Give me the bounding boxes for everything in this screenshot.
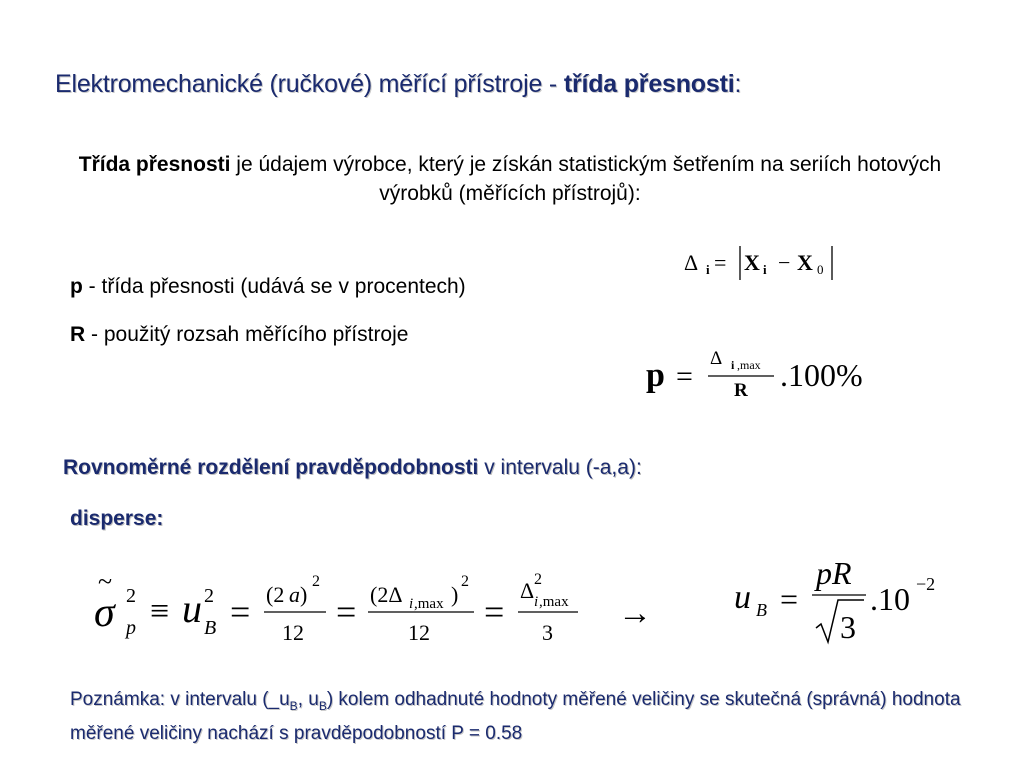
f3-n1: (2 bbox=[266, 582, 285, 607]
f3-eq3: = bbox=[484, 592, 505, 632]
f3-tilde: ~ bbox=[98, 567, 113, 596]
f3-den3: 3 bbox=[542, 620, 553, 645]
f3-n1-sq: 2 bbox=[312, 573, 320, 590]
f4-eq: = bbox=[780, 581, 799, 617]
note-rest: ) kolem odhadnuté hodnoty měřené veličiny se skutečná (správná) hodnota měřené veličiny nachází s pravděpodobností P = 0.58 bbox=[70, 689, 961, 744]
f3-equiv: ≡ bbox=[150, 593, 170, 630]
f3-u: u bbox=[182, 586, 202, 631]
note-paragraph bbox=[70, 686, 970, 747]
note-mid: , u bbox=[297, 689, 319, 710]
f2-p: p bbox=[646, 357, 665, 394]
f3-n2-i: i bbox=[409, 596, 414, 612]
f1-X1-sub: i bbox=[763, 262, 767, 277]
f3-n3-delta-sym: Δ bbox=[520, 578, 535, 603]
f1-X2: X bbox=[797, 250, 813, 275]
p-symbol: p bbox=[70, 275, 83, 298]
formula-absolute-error bbox=[680, 240, 850, 285]
distribution-heading bbox=[63, 456, 642, 480]
f3-n3-max: ,max bbox=[539, 594, 569, 610]
f3-den1: 12 bbox=[282, 620, 304, 645]
formula-standard-uncertainty bbox=[730, 550, 960, 650]
f1-X1: X bbox=[744, 250, 760, 275]
f2-eq: = bbox=[676, 360, 693, 393]
f3-u-sq: 2 bbox=[204, 585, 214, 607]
f2-R: R bbox=[734, 380, 748, 401]
title-text: Elektromechanické (ručkové) měřící přístroje - bbox=[55, 70, 564, 98]
note-sub2: B bbox=[318, 698, 327, 713]
f4-exp: −2 bbox=[916, 574, 936, 594]
f4-sqrt-arg: 3 bbox=[840, 609, 856, 645]
formula-variance bbox=[90, 560, 680, 660]
p-text: - třída přesnosti (udává se v procentech) bbox=[82, 275, 466, 298]
f1-sub-i: i bbox=[706, 262, 710, 277]
f3-u-B: B bbox=[204, 617, 217, 639]
f3-n2: (2Δ bbox=[370, 582, 403, 607]
f3-eq2: = bbox=[336, 592, 357, 632]
f2-sub-i: i bbox=[731, 358, 735, 372]
r-description bbox=[70, 323, 408, 347]
distribution-bold: Rovnoměrné rozdělení pravděpodobnosti bbox=[63, 456, 479, 479]
f3-n1-a: a bbox=[289, 582, 300, 607]
slide-title bbox=[55, 70, 741, 99]
disperse-label: disperse: bbox=[70, 507, 164, 530]
f3-n1-close: ) bbox=[300, 582, 308, 607]
f4-pR: pR bbox=[816, 555, 852, 591]
f3-n3-sq: 2 bbox=[534, 571, 542, 588]
f2-sub-max: ,max bbox=[737, 358, 761, 372]
f3-arrow: → bbox=[618, 595, 652, 632]
f3-sigma-p: p bbox=[126, 617, 136, 639]
definition-bold: Třída přesnosti bbox=[78, 153, 231, 176]
f3-sigma-sq: 2 bbox=[126, 585, 136, 607]
f4-B: B bbox=[756, 600, 767, 620]
f1-eq: = bbox=[714, 250, 727, 275]
f1-minus: − bbox=[778, 250, 791, 275]
f4-u: u bbox=[734, 579, 751, 616]
f1-X2-sub: 0 bbox=[817, 262, 824, 277]
f3-sigma: σ bbox=[94, 590, 115, 636]
formula-accuracy-class bbox=[640, 340, 900, 410]
definition-text: je údajem výrobce, který je získán statistickým šetřením na seriích hotových výrobků (měřících přístrojů): bbox=[230, 153, 942, 205]
f2-tail: .100% bbox=[780, 357, 863, 393]
title-colon: : bbox=[734, 70, 742, 98]
note-sub1: B bbox=[289, 698, 298, 713]
f3-n2-close: ) bbox=[451, 582, 459, 607]
f3-eq1: = bbox=[230, 592, 251, 632]
r-symbol: R bbox=[70, 323, 86, 346]
f3-n3-i: i bbox=[534, 594, 539, 610]
note-prefix: Poznámka: v intervalu (_u bbox=[70, 689, 290, 710]
f1-delta: Δ bbox=[684, 250, 699, 275]
p-description bbox=[70, 275, 466, 299]
f3-n2-max: ,max bbox=[414, 596, 444, 612]
f2-delta: Δ bbox=[710, 348, 723, 369]
f3-den2: 12 bbox=[408, 620, 430, 645]
f3-n2-sq: 2 bbox=[461, 573, 469, 590]
definition-paragraph bbox=[60, 150, 960, 208]
distribution-text: v intervalu (-a,a): bbox=[478, 456, 642, 479]
r-text: - použitý rozsah měřícího přístroje bbox=[85, 323, 409, 346]
title-bold: třída přesnosti bbox=[563, 70, 735, 98]
f4-tail: .10 bbox=[870, 581, 910, 617]
